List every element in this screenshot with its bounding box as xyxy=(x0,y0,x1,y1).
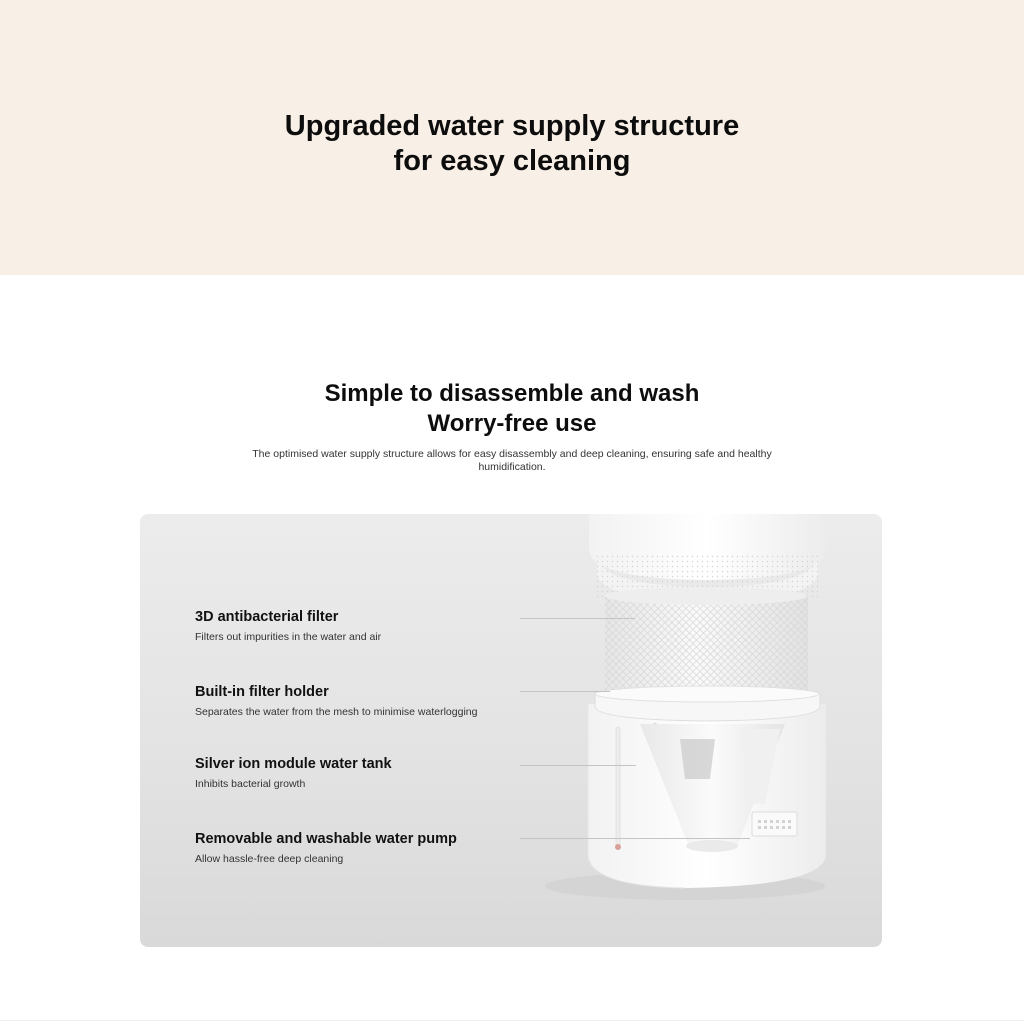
section-title-line-2: Worry-free use xyxy=(427,410,597,437)
feature-water-pump xyxy=(195,830,535,866)
feature-description: Filters out impurities in the water and air xyxy=(195,631,382,643)
section-title-line-1: Simple to disassemble and wash xyxy=(324,380,700,407)
feature-title: Removable and washable water pump xyxy=(195,831,457,847)
hero-title-line-1: Upgraded water supply structure xyxy=(284,110,740,142)
feature-description: Separates the water from the mesh to minimise waterlogging xyxy=(195,706,478,718)
section-description: The optimised water supply structure allows for easy disassembly and deep cleaning, ensuring safe and healthy humidification. xyxy=(252,448,772,473)
feature-title: 3D antibacterial filter xyxy=(195,609,339,625)
leader-line-filter xyxy=(520,618,635,619)
section-title xyxy=(0,379,1024,439)
hero-title-line-2: for easy cleaning xyxy=(393,145,631,177)
humidifier-cutaway-illustration xyxy=(140,514,882,947)
feature-title: Built-in filter holder xyxy=(195,684,329,700)
feature-title: Silver ion module water tank xyxy=(195,756,392,772)
feature-water-tank xyxy=(195,755,535,791)
feature-panel xyxy=(140,514,882,947)
feature-description: Inhibits bacterial growth xyxy=(195,778,306,790)
feature-antibacterial-filter xyxy=(195,608,535,644)
feature-filter-holder xyxy=(195,683,535,719)
page-divider xyxy=(0,1020,1024,1021)
leader-line-pump xyxy=(520,838,750,839)
hero-title xyxy=(0,109,1024,179)
hero-banner xyxy=(0,0,1024,275)
leader-line-tank xyxy=(520,765,636,766)
feature-description: Allow hassle-free deep cleaning xyxy=(195,853,344,865)
